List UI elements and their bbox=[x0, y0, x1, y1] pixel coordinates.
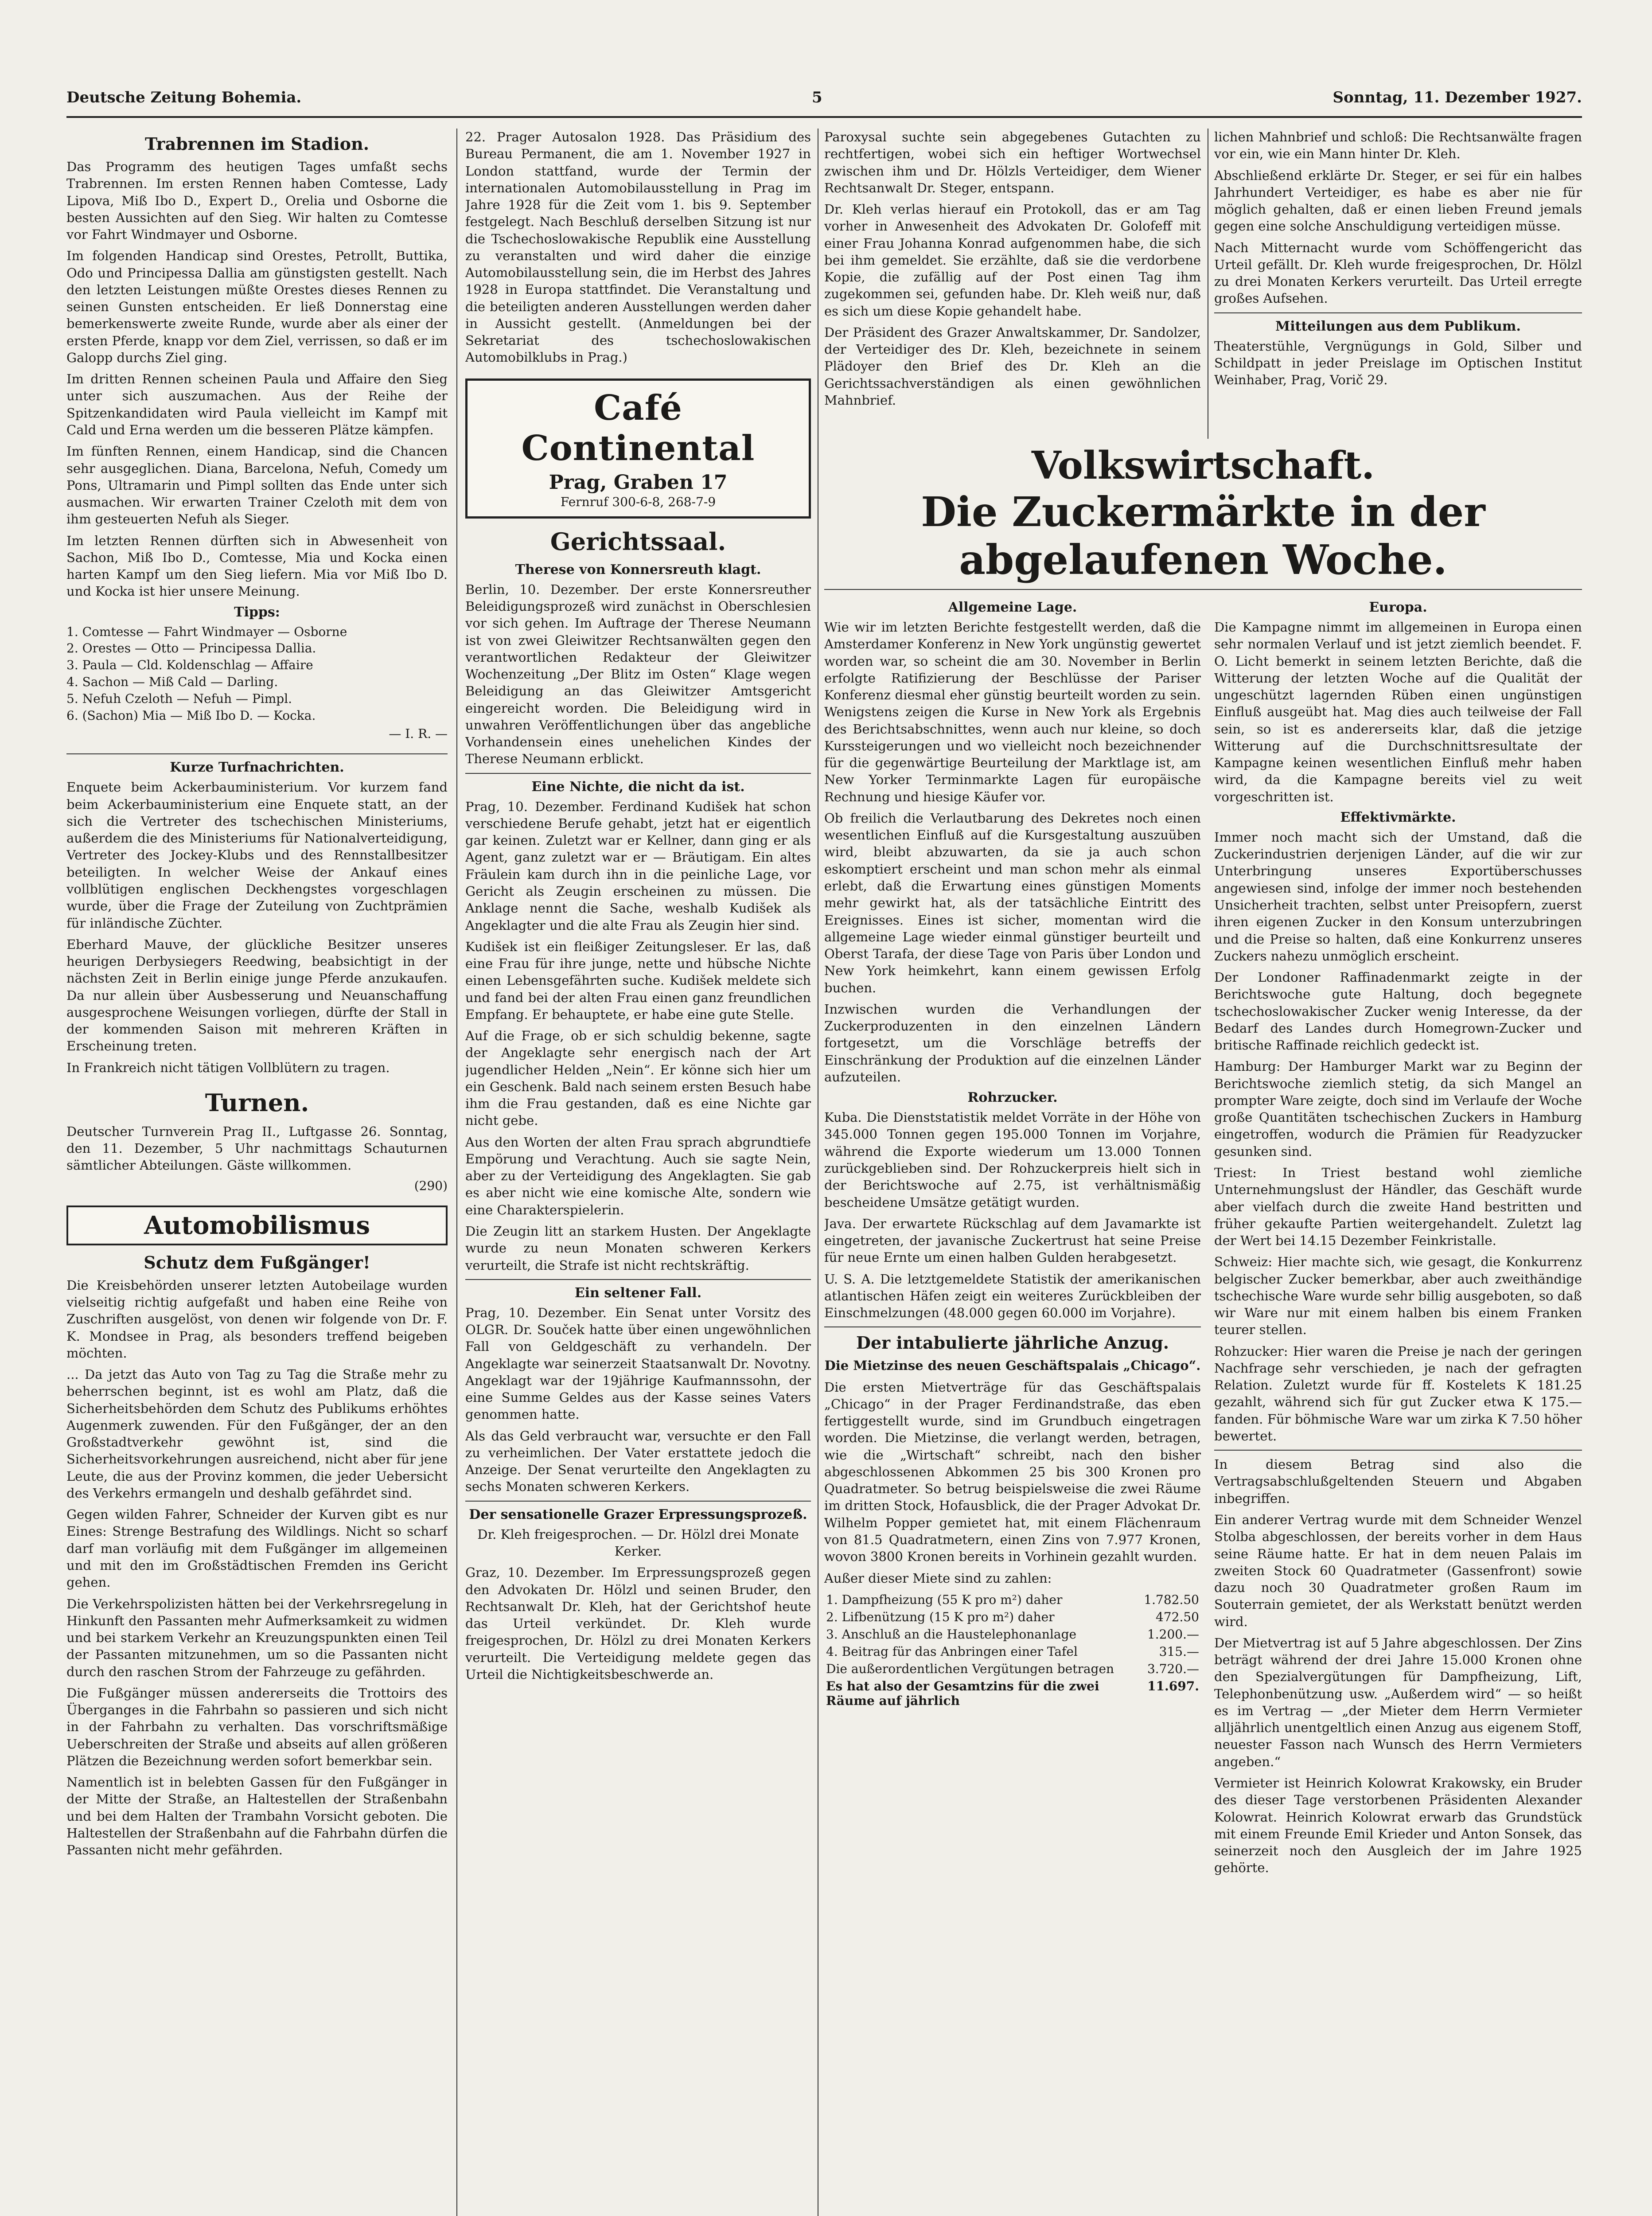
paragraph: Als das Geld verbraucht war, versuchte er den Fall zu verheimlichen. Der Vater erstattete jedoch die Anzeige. Der Senat verurteilte den Angeklagten zu sechs Monaten schweren Kerkers. bbox=[465, 1428, 811, 1494]
column-4-top bbox=[1214, 129, 1582, 434]
table-row bbox=[824, 1660, 1201, 1678]
table-row bbox=[824, 1591, 1201, 1608]
tip-item: 5. Nefuh Czeloth — Nefuh — Pimpl. bbox=[66, 691, 292, 706]
article-title: Therese von Konnersreuth klagt. bbox=[515, 562, 761, 577]
row-label: 2. Lifbenützung (15 K pro m²) daher bbox=[826, 1609, 1055, 1624]
paragraph: U. S. A. Die letztgemeldete Statistik der amerikanischen atlantischen Häfen zeigt ein weiteres Zurückbleiben der Einschmelzungen (48.000 gegen 60.000 im Vorjahre). bbox=[824, 1271, 1201, 1321]
paragraph: Die Kreisbehörden unserer letzten Autobeilage wurden vielseitig richtig aufgefaßt und haben eine Reihe von Zuschriften ausgelöst, von denen wir folgende von Dr. F. K. Mondsee in Prag, als besonders treffend beigeben möchten. bbox=[66, 1277, 448, 1361]
ad-phone: Fernruf 300-6-8, 268-7-9 bbox=[560, 494, 716, 509]
tip-item: 6. (Sachon) Mia — Miß Ibo D. — Kocka. bbox=[66, 708, 316, 723]
column-rule bbox=[456, 129, 457, 2216]
paragraph: Der Londoner Raffinadenmarkt zeigte in der Berichtswoche gute Haltung, doch begegnete tschechoslowakischer Zucker wenig Interesse, da der Bedarf des Landes durch Homegrown-Zucker und britische Raffinade reichlich gedeckt ist. bbox=[1214, 970, 1582, 1053]
section-automobilismus bbox=[66, 1206, 448, 1859]
row-label: 1. Dampfheizung (55 K pro m²) daher bbox=[826, 1592, 1063, 1607]
paragraph: Die Fußgänger müssen andererseits die Trottoirs des Überganges in die Fahrbahn so passieren und sich nicht in der Fahrbahn zu verhalten. Das vorschriftsmäßige Ueberschreiten der Straße und abseits auf allen größeren Plätzen die Bezeichnung werden sofort bemerkbar sein. bbox=[66, 1685, 448, 1768]
masthead-left: Deutsche Zeitung Bohemia. bbox=[66, 89, 302, 106]
article-title: Trabrennen im Stadion. bbox=[145, 134, 369, 154]
economy-banner bbox=[824, 443, 1582, 584]
paragraph: Abschließend erklärte Dr. Steger, er sei für ein halbes Jahrhundert Verteidiger, es habe es aber nie für möglich gehalten, daß er einen lieben Freund jemals gegen eine solche Anschuldigung verteidigen müsse. bbox=[1214, 168, 1582, 234]
article-trabrennen bbox=[66, 134, 448, 741]
section-title: Turnen. bbox=[205, 1088, 309, 1117]
paragraph: Deutscher Turnverein Prag II., Luftgasse 26. Sonntag, den 11. Dezember, 5 Uhr nachmittags Schauturnen sämtlicher Abteilungen. Gäste willkommen. bbox=[66, 1124, 448, 1173]
paragraph: In Frankreich nicht tätigen Vollblütern zu tragen. bbox=[66, 1060, 390, 1075]
row-label: Es hat also der Gesamtzins für die zwei Räume auf jährlich bbox=[826, 1678, 1099, 1708]
issue-date: Sonntag, 11. Dezember 1927. bbox=[1333, 89, 1582, 106]
tip-item: 2. Orestes — Otto — Principessa Dallia. bbox=[66, 641, 316, 656]
article-title: Rohrzucker. bbox=[967, 1090, 1058, 1106]
row-label: 4. Beitrag für das Anbringen einer Tafel bbox=[826, 1644, 1078, 1659]
paragraph: Namentlich ist in belebten Gassen für den Fußgänger in der Mitte der Straße, an Haltestellen der Straßenbahn und bei dem Halten der Trambahn Vorsicht geboten. Die Haltestellen der Straßenbahn auf die Fahrbahn dürfen die Passanten nicht mehr gefährden. bbox=[66, 1775, 448, 1858]
tip-item: 4. Sachon — Miß Cald — Darling. bbox=[66, 675, 278, 690]
article-title: Schutz dem Fußgänger! bbox=[144, 1252, 370, 1272]
paragraph: Aus den Worten der alten Frau sprach abgrundtiefe Empörung und Verachtung. Auch sie sagte Nein, aber zu der Verteidigung des Angeklagten. Sie gab es aber nicht wie eine komische Alte, sondern wie eine Charakterspielerin. bbox=[465, 1134, 811, 1217]
paragraph: Kuba. Die Dienststatistik meldet Vorräte in der Höhe von 345.000 Tonnen gegen 195.000 Tonnen im Vorjahre, während die Exporte wiederum um 13.000 Tonnen zurückgeblieben sind. Der Rohzuckerpreis hielt sich in der Berichtswoche auf 2.75, ist verhältnismäßig bescheidene Umsätze getätigt wurden. bbox=[824, 1110, 1201, 1210]
row-value: 11.697. bbox=[1147, 1678, 1199, 1693]
article-title: Europa. bbox=[1369, 600, 1427, 615]
headline: Die Zuckermärkte in der abgelaufenen Woche. bbox=[921, 488, 1485, 584]
article-subtitle: Die Mietzinse des neuen Geschäftspalais „Chicago“. bbox=[824, 1358, 1201, 1373]
table-row bbox=[824, 1626, 1201, 1643]
paragraph: Hamburg: Der Hamburger Markt war zu Beginn der Berichtswoche ziemlich stetig, da sich Mangel an prompter Ware zeigte, doch sind im Verlaufe der Woche große Quantitäten tschechischen Zuckers in Hamburg eingetroffen, wodurch die Prämien für Readyzucker gesunken sind. bbox=[1214, 1059, 1582, 1159]
paragraph: Wie wir im letzten Berichte festgestellt werden, daß die Amsterdamer Konferenz in New York ungünstig gewertet worden war, so scheint die am 30. November in Berlin erfolgte Ratifizierung der Beschlüsse der Pariser Konferenz diesmal eher günstig beurteilt worden zu sein. Wenigstens zeigen die Kurse in New York als Ergebnis des Berichtsabschnittes, wenn auch nur kleine, so doch Kurssteigerungen und wo vielleicht noch bezeichnender für die gegenwärtige Beurteilung der Marktlage ist, am New Yorker Terminmarkte Lagen für europäische Rechnung und hiesige Käufer vor. bbox=[824, 620, 1201, 804]
paragraph: Theaterstühle, Vergnügungs in Gold, Silber und Schildpatt in jeder Preislage im Optischen Institut Weinhaber, Prag, Vorič 29. bbox=[1214, 338, 1582, 388]
fee-table bbox=[824, 1591, 1201, 1709]
advertisement-cafe-continental bbox=[465, 378, 811, 519]
section-title: Mitteilungen aus dem Publikum. bbox=[1275, 318, 1521, 334]
paragraph: Im folgenden Handicap sind Orestes, Petrollt, Buttika, Odo und Principessa Dallia am günstigsten gestellt. Nach den letzten Leistungen müßte Orestes dieses Rennen zu seinen Gunsten entscheiden. Er ließ Donnerstag eine bemerkenswerte zweite Runde, wurde aber als einer der ersten Pferde, knapp vor dem Ziel, verrissen, so daß er im Galopp durchs Ziel ging. bbox=[66, 248, 448, 365]
section-title-box: Automobilismus bbox=[66, 1206, 448, 1245]
paragraph: Eberhard Mauve, der glückliche Besitzer unseres heurigen Derbysiegers Reedwing, beabsichtigt in der nächsten Zeit in Berlin einige junge Pferde anzukaufen. Da nur allein über Ausbesserung und Neuanschaffung ausgesprochene Weisungen vorliegen, dürfte der Stall in der kommenden Saison mit mehreren Kräften in Erscheinung treten. bbox=[66, 936, 448, 1054]
column-3-top bbox=[824, 129, 1201, 434]
divider bbox=[66, 753, 448, 754]
section-title: Gerichtssaal. bbox=[550, 527, 726, 556]
paragraph: Kudišek ist ein fleißiger Zeitungsleser. Er las, daß eine Frau für ihre junge, nette und hübsche Nichte einen Lebensgefährten suche. Kudišek meldete sich und fand bei der alten Frau einen ganz freundlichen Empfang. Er behauptete, er habe eine gute Stelle. bbox=[465, 939, 811, 1022]
table-row bbox=[824, 1678, 1201, 1709]
section-title: Volkswirtschaft. bbox=[1031, 443, 1375, 488]
ad-business-name: Café Continental bbox=[521, 387, 755, 468]
paragraph: 22. Prager Autosalon 1928. Das Präsidium des Bureau Permanent, die am 1. November 1927 in London stattfand, wurde der Termin der internationalen Automobilausstellung in Prag im Jahre 1928 für die Zeit vom 1. bis 9. September festgelegt. Nach Beschluß derselben Sitzung ist nur die Tschechoslowakische Republik eine Ausstellung zu veranstalten und wird daher die einzige Automobilausstellung sein, die im Herbst des Jahres 1928 in Europa stattfindet. Die Veranstaltung und die beteiligten anderen Ausstellungen werden daher in Aussicht gestellt. (Anmeldungen bei der Sekretariat des tschechoslowakischen Automobilklubs in Prag.) bbox=[465, 129, 811, 365]
notice-code: (290) bbox=[414, 1178, 448, 1193]
divider bbox=[465, 1501, 811, 1502]
article-title: Kurze Turfnachrichten. bbox=[170, 760, 344, 776]
paragraph: Graz, 10. Dezember. Im Erpressungsprozeß gegen den Advokaten Dr. Hölzl und seinen Bruder, den Rechtsanwalt Dr. Kleh, hat der Gerichtshof heute das Urteil verkündet. Dr. Kleh wurde freigesprochen, Dr. Hölzl zu drei Monaten Kerkers verurteilt. Die Verteidigung meldete gegen das Urteil die Nichtigkeitsbeschwerde an. bbox=[465, 1565, 811, 1682]
paragraph: Prag, 10. Dezember. Ein Senat unter Vorsitz des OLGR. Dr. Souček hatte über einen ungewöhnlichen Fall von Geldgeschäft zu verhandeln. Der Angeklagte war seinerzeit Staatsanwalt Dr. Novotny. Angeklagt war der 19jährige Kaufmannssohn, der eine Summe Geldes aus der Kasse seines Vaters genommen hatte. bbox=[465, 1305, 811, 1422]
paragraph: Triest: In Triest bestand wohl ziemliche Unternehmungslust der Händler, das Geschäft wurde aber vielfach durch die zweite Hand bestritten und früher gekaufte Partien weitergehandelt. Zuletzt lag der Wert bei 14.15 Dezember Feinkristalle. bbox=[1214, 1165, 1582, 1248]
paragraph: Gegen wilden Fahrer, Schneider der Kurven gibt es nur Eines: Strenge Bestrafung des Wildlings. Nicht so scharf darf man vorläufig mit dem Fußgänger im allgemeinen und mit den im Großstädtischen Fremden ins Gericht gehen. bbox=[66, 1507, 448, 1590]
paragraph: Java. Der erwartete Rückschlag auf dem Javamarkte ist eingetreten, der javanische Zuckertrust hat seine Preise für neue Ernte um einen halben Gulden herabgesetzt. bbox=[824, 1216, 1201, 1265]
column-1 bbox=[66, 129, 448, 2216]
paragraph: Berlin, 10. Dezember. Der erste Konnersreuther Beleidigungsprozeß wird zunächst in Oberschlesien vor sich gehen. Im Auftrage der Therese Neumann ist von zwei Gleiwitzer Rechtsanwälten gegen den verantwortlichen Redakteur der Gleiwitzer Wochenzeitung „Der Blitz im Osten“ Klage wegen Beleidigung an das Gleiwitzer Amtsgericht eingereicht worden. Die Beleidigung wird in unwahren Veröffentlichungen über das angebliche Vorhandensein eines unehelichen Kindes der Therese Neumann erblickt. bbox=[465, 581, 811, 767]
paragraph: Rohzucker: Hier waren die Preise je nach der geringen Nachfrage sehr verschieden, je nach der gefragten Relation. Zuletzt wurde für ff. Kostelets K 181.25 gezahlt, während sich für gut Zucker etwa K 175.— fanden. Für böhmische Ware war um zirka K 7.50 höher bewertet. bbox=[1214, 1343, 1582, 1444]
paragraph: Schweiz: Hier machte sich, wie gesagt, die Konkurrenz belgischer Zucker bemerkbar, aber auch zweithändige tschechische Ware wurde sehr billig ausgeboten, so daß wir Ware nur mit einem halben bis einem Franken teurer stellen. bbox=[1214, 1254, 1582, 1338]
paragraph: Im dritten Rennen scheinen Paula und Affaire den Sieg unter sich auszumachen. Aus der Reihe der Spitzenkandidaten wird Paula vielleicht im Kampf mit Cald und Erna werden um die besseren Plätze kämpfen. bbox=[66, 371, 448, 437]
paragraph: Die Zeugin litt an starkem Husten. Der Angeklagte wurde zu neun Monaten schweren Kerkers verurteilt, die Strafe ist nicht rechtskräftig. bbox=[465, 1224, 811, 1273]
row-value: 1.782.50 bbox=[1144, 1592, 1199, 1607]
article-title: Der sensationelle Grazer Erpressungsprozeß. bbox=[469, 1506, 807, 1522]
tip-item: 1. Comtesse — Fahrt Windmayer — Osborne bbox=[66, 624, 347, 639]
paragraph: Ein anderer Vertrag wurde mit dem Schneider Wenzel Stolba abgeschlossen, der bereits vorher in dem Haus seine Räume hatte. Er hat in dem neuen Palais im zweiten Stock 60 Quadratmeter (Gassenfront) sowie dazu noch 30 Quadratmeter großen Raum im Souterrain gemietet, der als Werkstatt benützt werden wird. bbox=[1214, 1512, 1582, 1629]
paragraph: Immer noch macht sich der Umstand, daß die Zuckerindustrien derjenigen Länder, auf die wir zur Unterbringung unseres Exportüberschusses angewiesen sind, infolge der immer noch bestehenden Unsicherheit trachten, selbst unter Preisopfern, zuerst ihren eigenen Zucker in den Konsum unterzubringen und die Preise so halten, daß eine Konkurrenz unseres Zuckers nahezu unmöglich erscheint. bbox=[1214, 829, 1582, 964]
section-turnen bbox=[66, 1088, 448, 1193]
economy-column-right bbox=[1214, 595, 1582, 2216]
divider bbox=[824, 589, 1582, 590]
tips-heading: Tipps: bbox=[234, 604, 280, 620]
divider bbox=[465, 773, 811, 774]
article-turfnachrichten bbox=[66, 760, 448, 1076]
row-value: 472.50 bbox=[1156, 1609, 1199, 1624]
header-rule bbox=[66, 116, 1582, 118]
article-subtitle: Dr. Kleh freigesprochen. — Dr. Hölzl drei Monate Kerker. bbox=[477, 1526, 799, 1559]
paragraph: Enquete beim Ackerbauministerium. Vor kurzem fand beim Ackerbauministerium eine Enquete statt, an der sich die Vertreter des tschechischen Ministeriums, außerdem die des Ministeriums für Nationalverteidigung, Vertreter des Jockey-Klubs und des Rennstallbesitzer beteiligten. In welcher Weise der Ankauf eines vollblütigen englischen Deckhengstes vorgeschlagen wurde, über die Frage der Zuteilung von Zuchtprämien für inländische Züchter. bbox=[66, 780, 448, 931]
running-head bbox=[66, 84, 1582, 111]
notice-autosalon bbox=[465, 129, 811, 366]
tip-item: 3. Paula — Cld. Koldenschlag — Affaire bbox=[66, 658, 313, 673]
table-row bbox=[824, 1608, 1201, 1626]
row-value: 3.720.— bbox=[1147, 1661, 1199, 1676]
author-signature: — I. R. — bbox=[389, 726, 448, 741]
row-value: 1.200.— bbox=[1147, 1627, 1199, 1642]
economy-section bbox=[824, 443, 1582, 2216]
paragraph: Ob freilich die Verlautbarung des Dekretes noch einen wesentlichen Einfluß auf die Kursgestaltung auszuüben wird, bleibt abzuwarten, da sie ja auch schon eskomptiert erscheint und man schon mehr als einmal erlebt, daß die Erwartung eines günstigen Moments mehr gewirkt hat, als der tatsächliche Eintritt des Ereignisses. Eines ist sicher, momentan wird die allgemeine Lage wieder einmal günstiger beurteilt und Oberst Tarafa, der diese Tage von Paris über London und New York heimkehrt, kann einem gewissen Erfolg buchen. bbox=[824, 810, 1201, 995]
paragraph: Der Mietvertrag ist auf 5 Jahre abgeschlossen. Der Zins beträgt während der drei Jahre 15.000 Kronen ohne den Spezialvergütungen für Dampfheizung, Lift, Telephonbenützung usw. „Außerdem wird“ — so heißt es im Vertrag — „der Mieter dem Herrn Vermieter alljährlich unentgeltlich einen Anzug aus eigenem Stoff, neuester Fasson nach Wunsch des Herrn Vermieters angeben.“ bbox=[1214, 1635, 1582, 1769]
economy-column-left bbox=[824, 595, 1201, 2216]
article-title: Allgemeine Lage. bbox=[948, 600, 1077, 615]
article-title: Effektivmärkte. bbox=[1340, 809, 1456, 825]
paragraph: Im fünften Rennen, einem Handicap, sind die Chancen sehr ausgeglichen. Diana, Barcelona, Nefuh, Comedy um Pons, Ultramarin und Pimpl sollten das Ende unter sich ausmachen. Wir erwarten Trainer Czeloth mit dem von ihm gesteuerten Nefuh als Sieger. bbox=[66, 444, 448, 527]
article-title: Eine Nichte, die nicht da ist. bbox=[531, 779, 745, 795]
economy-columns bbox=[824, 595, 1582, 2216]
paragraph: Paroxysal suchte sein abgegebenes Gutachten zu rechtfertigen, wobei sich ein heftiger Wortwechsel zwischen ihm und Dr. Hölzls Verteidiger, dem Wiener Rechtsanwalt Dr. Steger, entspann. bbox=[824, 129, 1201, 195]
paragraph: Dr. Kleh verlas hierauf ein Protokoll, das er am Tag vorher in Anwesenheit des Advokaten Dr. Golofeff mit einer Frau Johanna Konrad aufgenommen habe, die sich bei ihm gemeldet. Sie erzählte, daß sie die verdorbene Kopie, die zufällig auf der Post einen Tag ihm zugekommen sei, gefunden habe. Dr. Kleh weiß nur, daß es sich um diese Kopie gehandelt habe. bbox=[824, 202, 1201, 319]
row-label: Die außerordentlichen Vergütungen betragen bbox=[826, 1661, 1114, 1676]
section-gerichtssaal bbox=[465, 527, 811, 1683]
page-number: 5 bbox=[812, 89, 822, 106]
paragraph: Die Kampagne nimmt im allgemeinen in Europa einen sehr normalen Verlauf und ist jetzt ziemlich beendet. F. O. Licht bemerkt in seinem letzten Berichte, daß die Witterung der letzten Woche auf die Qualität der ungeschützt lagernden Rüben einen ungünstigen Einfluß ausgeübt hat. Mag dies auch teilweise der Fall sein, so ist es andererseits klar, daß die jetzige Witterung auf die Durchschnittsresultate der Kampagne keinen wesentlichen Einfluß mehr haben wird, da die Kampagne bereits viel zu weit vorgeschritten ist. bbox=[1214, 620, 1582, 804]
paragraph: In diesem Betrag sind also die Vertragsabschlußgeltenden Steuern und Abgaben inbegriffen. bbox=[1214, 1457, 1582, 1506]
article-title: Ein seltener Fall. bbox=[574, 1285, 702, 1301]
article-title: Der intabulierte jährliche Anzug. bbox=[856, 1333, 1169, 1353]
ad-address: Prag, Graben 17 bbox=[549, 471, 728, 494]
divider bbox=[1214, 312, 1582, 313]
paragraph: Im letzten Rennen dürften sich in Abwesenheit von Sachon, Miß Ibo D., Comtesse, Mia und Kocka einen harten Kampf um den Sieg liefern. Mia vor Miß Ibo D. und Kocka ist hier unsere Meinung. bbox=[66, 533, 448, 599]
paragraph: Prag, 10. Dezember. Ferdinand Kudišek hat schon verschiedene Berufe gehabt, jetzt hat er eigentlich gar keinen. Zuletzt war er Kellner, dann ging er als Agent, ganz zuletzt war er — Bräutigam. Ein altes Fräulein kam durch ihn in die peinliche Lage, vor Gericht als Zeugin erscheinen zu müssen. Die Anklage nennt die Sache, weshalb Kudišek als Angeklagter und die alte Frau als Zeugin hier sind. bbox=[465, 799, 811, 933]
divider bbox=[1214, 1450, 1582, 1451]
table-caption: Außer dieser Miete sind zu zahlen: bbox=[824, 1570, 1052, 1586]
row-value: 315.— bbox=[1159, 1644, 1199, 1659]
row-label: 3. Anschluß an die Haustelephonanlage bbox=[826, 1627, 1077, 1642]
paragraph: Das Programm des heutigen Tages umfaßt sechs Trabrennen. Im ersten Rennen haben Comtesse, Lady Lipova, Miß Ibo D., Expert D., Orelia und Osborne die besten Aussichten auf den Sieg. Wir halten zu Comtesse vor Fahrt Windmayer und Osborne. bbox=[66, 159, 448, 242]
paragraph: Auf die Frage, ob er sich schuldig bekenne, sagte der Angeklagte sehr energisch nach der Art jugendlicher Helden „Nein“. Er könne sich hier um ein Geschenk. Bald nach seinem ersten Besuch habe ihm die Frau gestanden, daß es eine Nichte gar nicht gebe. bbox=[465, 1028, 811, 1128]
paragraph: lichen Mahnbrief und schloß: Die Rechtsanwälte fragen vor ein, wie ein Mann hinter Dr. Kleh. bbox=[1214, 129, 1582, 162]
paragraph: Vermieter ist Heinrich Kolowrat Krakowsky, ein Bruder des dieser Tage verstorbenen Präsidenten Alexander Kolowrat. Heinrich Kolowrat erwarb das Grundstück mit einem Freunde Emil Krieder und Anton Sonsek, das seinerzeit noch den Ausgleich der im Jahre 1925 gehörte. bbox=[1214, 1775, 1582, 1876]
paragraph: ... Da jetzt das Auto von Tag zu Tag die Straße mehr zu beherrschen beginnt, ist es wohl am Platz, daß die Sicherheitsbehörden dem Schutz des Publikums erhöhtes Augenmerk zuwenden. Für den Fußgänger, der an den Großstadtverkehr gewöhnt ist, sind die Sicherheitsvorkehrungen ausreichend, nicht aber für jene Leute, die aus der Provinz kommen, die jeder Uebersicht des Verkehrs ermangeln und deshalb gefährdet sind. bbox=[66, 1367, 448, 1501]
paragraph: Die ersten Mietverträge für das Geschäftspalais „Chicago“ in der Prager Ferdinandstraße, das eben fertiggestellt wurde, sind im Grundbuch eingetragen worden. Die Mietzinse, die verlangt werden, betragen, wie die „Wirtschaft“ schreibt, nach den bisher abgeschlossenen Abkommen 25 bis 300 Kronen pro Quadratmeter. So betrug beispielsweise die zwei Räume im dritten Stock, Hofausblick, die der Prager Advokat Dr. Wilhelm Popper gemietet hat, mit einem Flächenraum von 81.5 Quadratmetern, einen Zins von 7.977 Kronen, wovon 3800 Kronen bereits in Vorhinein gezahlt wurden. bbox=[824, 1379, 1201, 1564]
column-2 bbox=[465, 129, 811, 2216]
paragraph: Inzwischen wurden die Verhandlungen der Zuckerproduzenten in den einzelnen Ländern fortgesetzt, um die Vorschläge betreffs der Einschränkung der Produktion auf die einzelnen Länder aufzuteilen. bbox=[824, 1001, 1201, 1085]
paragraph: Der Präsident des Grazer Anwaltskammer, Dr. Sandolzer, der Verteidiger des Dr. Kleh, bezeichnete in seinem Plädoyer den Brief des Dr. Kleh an die Gerichtssachverständigen als einen gewöhnlichen Mahnbrief. bbox=[824, 324, 1201, 408]
divider bbox=[824, 1326, 1201, 1327]
divider bbox=[465, 1279, 811, 1280]
table-row bbox=[824, 1643, 1201, 1660]
paragraph: Nach Mitternacht wurde vom Schöffengericht das Urteil gefällt. Dr. Kleh wurde freigesprochen, Dr. Hölzl zu drei Monaten Kerkers verurteilt. Das Urteil erregte großes Aufsehen. bbox=[1214, 240, 1582, 306]
paragraph: Die Verkehrspolizisten hätten bei der Verkehrsregelung in Hinkunft den Passanten mehr Aufmerksamkeit zu widmen und bei starkem Verkehr an Kreuzungspunkten einen Teil der Passanten mitzunehmen, um so die Passanten nicht durch den raschen Strom der Fahrzeuge zu gefährden. bbox=[66, 1596, 448, 1679]
